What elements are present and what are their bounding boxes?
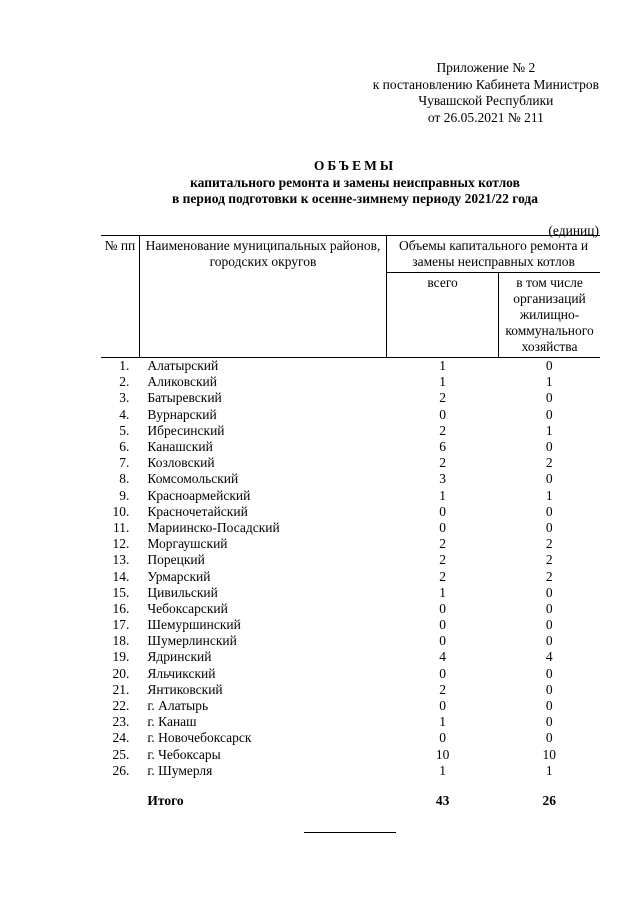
row-housing: 2 — [545, 568, 553, 584]
row-total: 1 — [439, 487, 446, 503]
row-num: 22. — [112, 698, 130, 714]
row-total: 2 — [439, 390, 446, 406]
row-total: 0 — [439, 406, 446, 422]
row-housing: 4 — [545, 649, 553, 665]
row-total: 2 — [439, 536, 446, 552]
row-total: 0 — [439, 600, 446, 616]
row-name: Порецкий — [147, 552, 205, 568]
row-total: 0 — [439, 633, 446, 649]
bottom-rule — [304, 832, 396, 833]
table-row — [101, 568, 600, 584]
row-num: 1. — [119, 358, 130, 374]
row-housing: 1 — [545, 374, 553, 390]
row-name: Алатырский — [147, 358, 219, 374]
row-housing: 0 — [545, 617, 553, 633]
row-num: 6. — [119, 439, 130, 455]
table-row — [101, 763, 600, 779]
table-row — [101, 601, 600, 617]
row-housing: 1 — [545, 487, 553, 503]
row-num: 4. — [119, 406, 130, 422]
row-name: Ядринский — [147, 649, 212, 665]
totals-row — [101, 793, 600, 809]
table-row — [101, 585, 600, 601]
table-row — [101, 649, 600, 665]
units-label: (единиц) — [548, 223, 599, 238]
row-name: Чебоксарский — [147, 600, 228, 616]
row-total: 1 — [439, 584, 446, 600]
row-total: 10 — [435, 746, 450, 762]
row-name: г. Алатырь — [147, 698, 209, 714]
row-total: 1 — [439, 358, 446, 374]
row-housing: 10 — [542, 746, 557, 762]
row-name: Аликовский — [147, 374, 218, 390]
row-total: 4 — [439, 649, 446, 665]
row-total: 0 — [439, 698, 446, 714]
row-housing: 0 — [545, 471, 553, 487]
row-num: 17. — [112, 617, 130, 633]
row-name: Шумерлинский — [147, 633, 237, 649]
row-num: 3. — [119, 390, 130, 406]
row-total: 1 — [439, 762, 446, 778]
table-row — [101, 488, 600, 504]
row-num: 10. — [112, 503, 130, 519]
row-num: 26. — [112, 762, 130, 778]
row-name: Ибресинский — [147, 422, 225, 438]
header-num: № пп — [101, 236, 139, 358]
row-total: 0 — [439, 665, 446, 681]
row-num: 2. — [119, 374, 130, 390]
row-num: 14. — [112, 568, 130, 584]
row-total: 2 — [439, 552, 446, 568]
row-name: Красноармейский — [147, 487, 251, 503]
table-row — [101, 439, 600, 455]
header-name: Наименование муниципальных районов, городских округов — [139, 236, 386, 358]
row-housing: 0 — [545, 698, 553, 714]
row-num: 7. — [119, 455, 130, 471]
row-num: 20. — [112, 665, 130, 681]
header-housing: в том числе организаций жилищно-коммунального хозяйства — [499, 273, 600, 358]
table-body — [101, 358, 600, 810]
table-row — [101, 455, 600, 471]
table-row — [101, 390, 600, 406]
row-num: 8. — [119, 471, 130, 487]
row-total: 1 — [439, 714, 446, 730]
row-name: Козловский — [147, 455, 215, 471]
row-name: Мариинско-Посадский — [147, 519, 280, 535]
row-housing: 0 — [545, 600, 553, 616]
row-name: Моргаушский — [147, 536, 228, 552]
row-total: 0 — [439, 519, 446, 535]
row-housing: 0 — [545, 714, 553, 730]
table-row — [101, 552, 600, 568]
table-row — [101, 698, 600, 714]
table-row — [101, 374, 600, 390]
table-row — [101, 714, 600, 730]
table-row — [101, 471, 600, 487]
row-num: 24. — [112, 730, 130, 746]
spacer-row — [101, 779, 600, 793]
row-total: 6 — [439, 439, 446, 455]
row-housing: 2 — [545, 552, 553, 568]
row-name: Красночетайский — [147, 503, 248, 519]
appendix-line-4: от 26.05.2021 № 211 — [427, 109, 544, 125]
row-num: 25. — [112, 746, 130, 762]
row-housing: 1 — [545, 422, 553, 438]
table-row — [101, 520, 600, 536]
row-num: 21. — [112, 681, 130, 697]
row-num: 15. — [112, 584, 130, 600]
table-row — [101, 730, 600, 746]
row-total: 0 — [439, 617, 446, 633]
row-housing: 0 — [545, 406, 553, 422]
row-num: 16. — [112, 600, 130, 616]
table-row — [101, 407, 600, 423]
row-num: 5. — [119, 422, 130, 438]
row-name: Батыревский — [147, 390, 222, 406]
row-housing: 0 — [545, 584, 553, 600]
row-name: Канашский — [147, 439, 213, 455]
row-housing: 0 — [545, 730, 553, 746]
appendix-line-2: к постановлению Кабинета Министров — [372, 76, 599, 92]
table-row — [101, 617, 600, 633]
table-row — [101, 666, 600, 682]
row-housing: 2 — [545, 536, 553, 552]
table-row — [101, 504, 600, 520]
row-name: г. Шумерля — [147, 762, 213, 778]
row-num: 23. — [112, 714, 130, 730]
header-group: Объемы капитального ремонта и замены неисправных котлов — [387, 236, 600, 273]
title-line-2: капитального ремонта и замены неисправных котлов — [190, 174, 520, 190]
row-total: 0 — [439, 503, 446, 519]
table-row — [101, 682, 600, 698]
row-housing: 0 — [545, 665, 553, 681]
row-name: Цивильский — [147, 584, 218, 600]
row-num: 18. — [112, 633, 130, 649]
row-name: Яльчикский — [147, 665, 216, 681]
row-housing: 0 — [545, 358, 553, 374]
row-total: 2 — [439, 455, 446, 471]
table-row — [101, 536, 600, 552]
row-housing: 0 — [545, 519, 553, 535]
row-name: Вурнарский — [147, 406, 217, 422]
row-housing: 0 — [545, 633, 553, 649]
table-row — [101, 633, 600, 649]
row-name: Урмарский — [147, 568, 211, 584]
header-total: всего — [387, 273, 499, 358]
totals-total: 43 — [435, 792, 450, 808]
row-name: Комсомольский — [147, 471, 239, 487]
row-name: г. Новочебоксарск — [147, 730, 252, 746]
row-total: 1 — [439, 374, 446, 390]
title-line-3: в период подготовки к осенне-зимнему периоду 2021/22 года — [171, 191, 539, 206]
row-num: 11. — [113, 519, 130, 535]
row-name: Шемуршинский — [147, 617, 241, 633]
row-num: 19. — [112, 649, 130, 665]
row-total: 3 — [439, 471, 446, 487]
totals-label: Итого — [147, 792, 184, 808]
row-housing: 1 — [545, 762, 553, 778]
totals-housing: 26 — [542, 792, 557, 808]
row-housing: 0 — [545, 390, 553, 406]
row-total: 0 — [439, 730, 446, 746]
document-title — [0, 158, 640, 208]
totals-num — [101, 793, 139, 809]
row-name: Янтиковский — [147, 681, 223, 697]
appendix-block — [373, 60, 599, 126]
row-housing: 0 — [545, 503, 553, 519]
boilers-table — [101, 235, 600, 809]
appendix-line-3: Чувашской Республики — [418, 93, 554, 108]
row-housing: 0 — [545, 681, 553, 697]
row-num: 13. — [112, 552, 130, 568]
row-total: 2 — [439, 681, 446, 697]
row-name: г. Чебоксары — [147, 746, 221, 762]
appendix-line-1: Приложение № 2 — [436, 60, 536, 75]
table-row — [101, 747, 600, 763]
title-main: ОБЪЕМЫ — [313, 158, 397, 173]
row-num: 12. — [112, 536, 130, 552]
row-total: 2 — [439, 422, 446, 438]
table-row — [101, 423, 600, 439]
row-num: 9. — [119, 487, 130, 503]
table-header — [101, 236, 600, 358]
table-row — [101, 358, 600, 375]
row-total: 2 — [439, 568, 446, 584]
row-housing: 0 — [545, 439, 553, 455]
row-name: г. Канаш — [147, 714, 197, 730]
row-housing: 2 — [545, 455, 553, 471]
